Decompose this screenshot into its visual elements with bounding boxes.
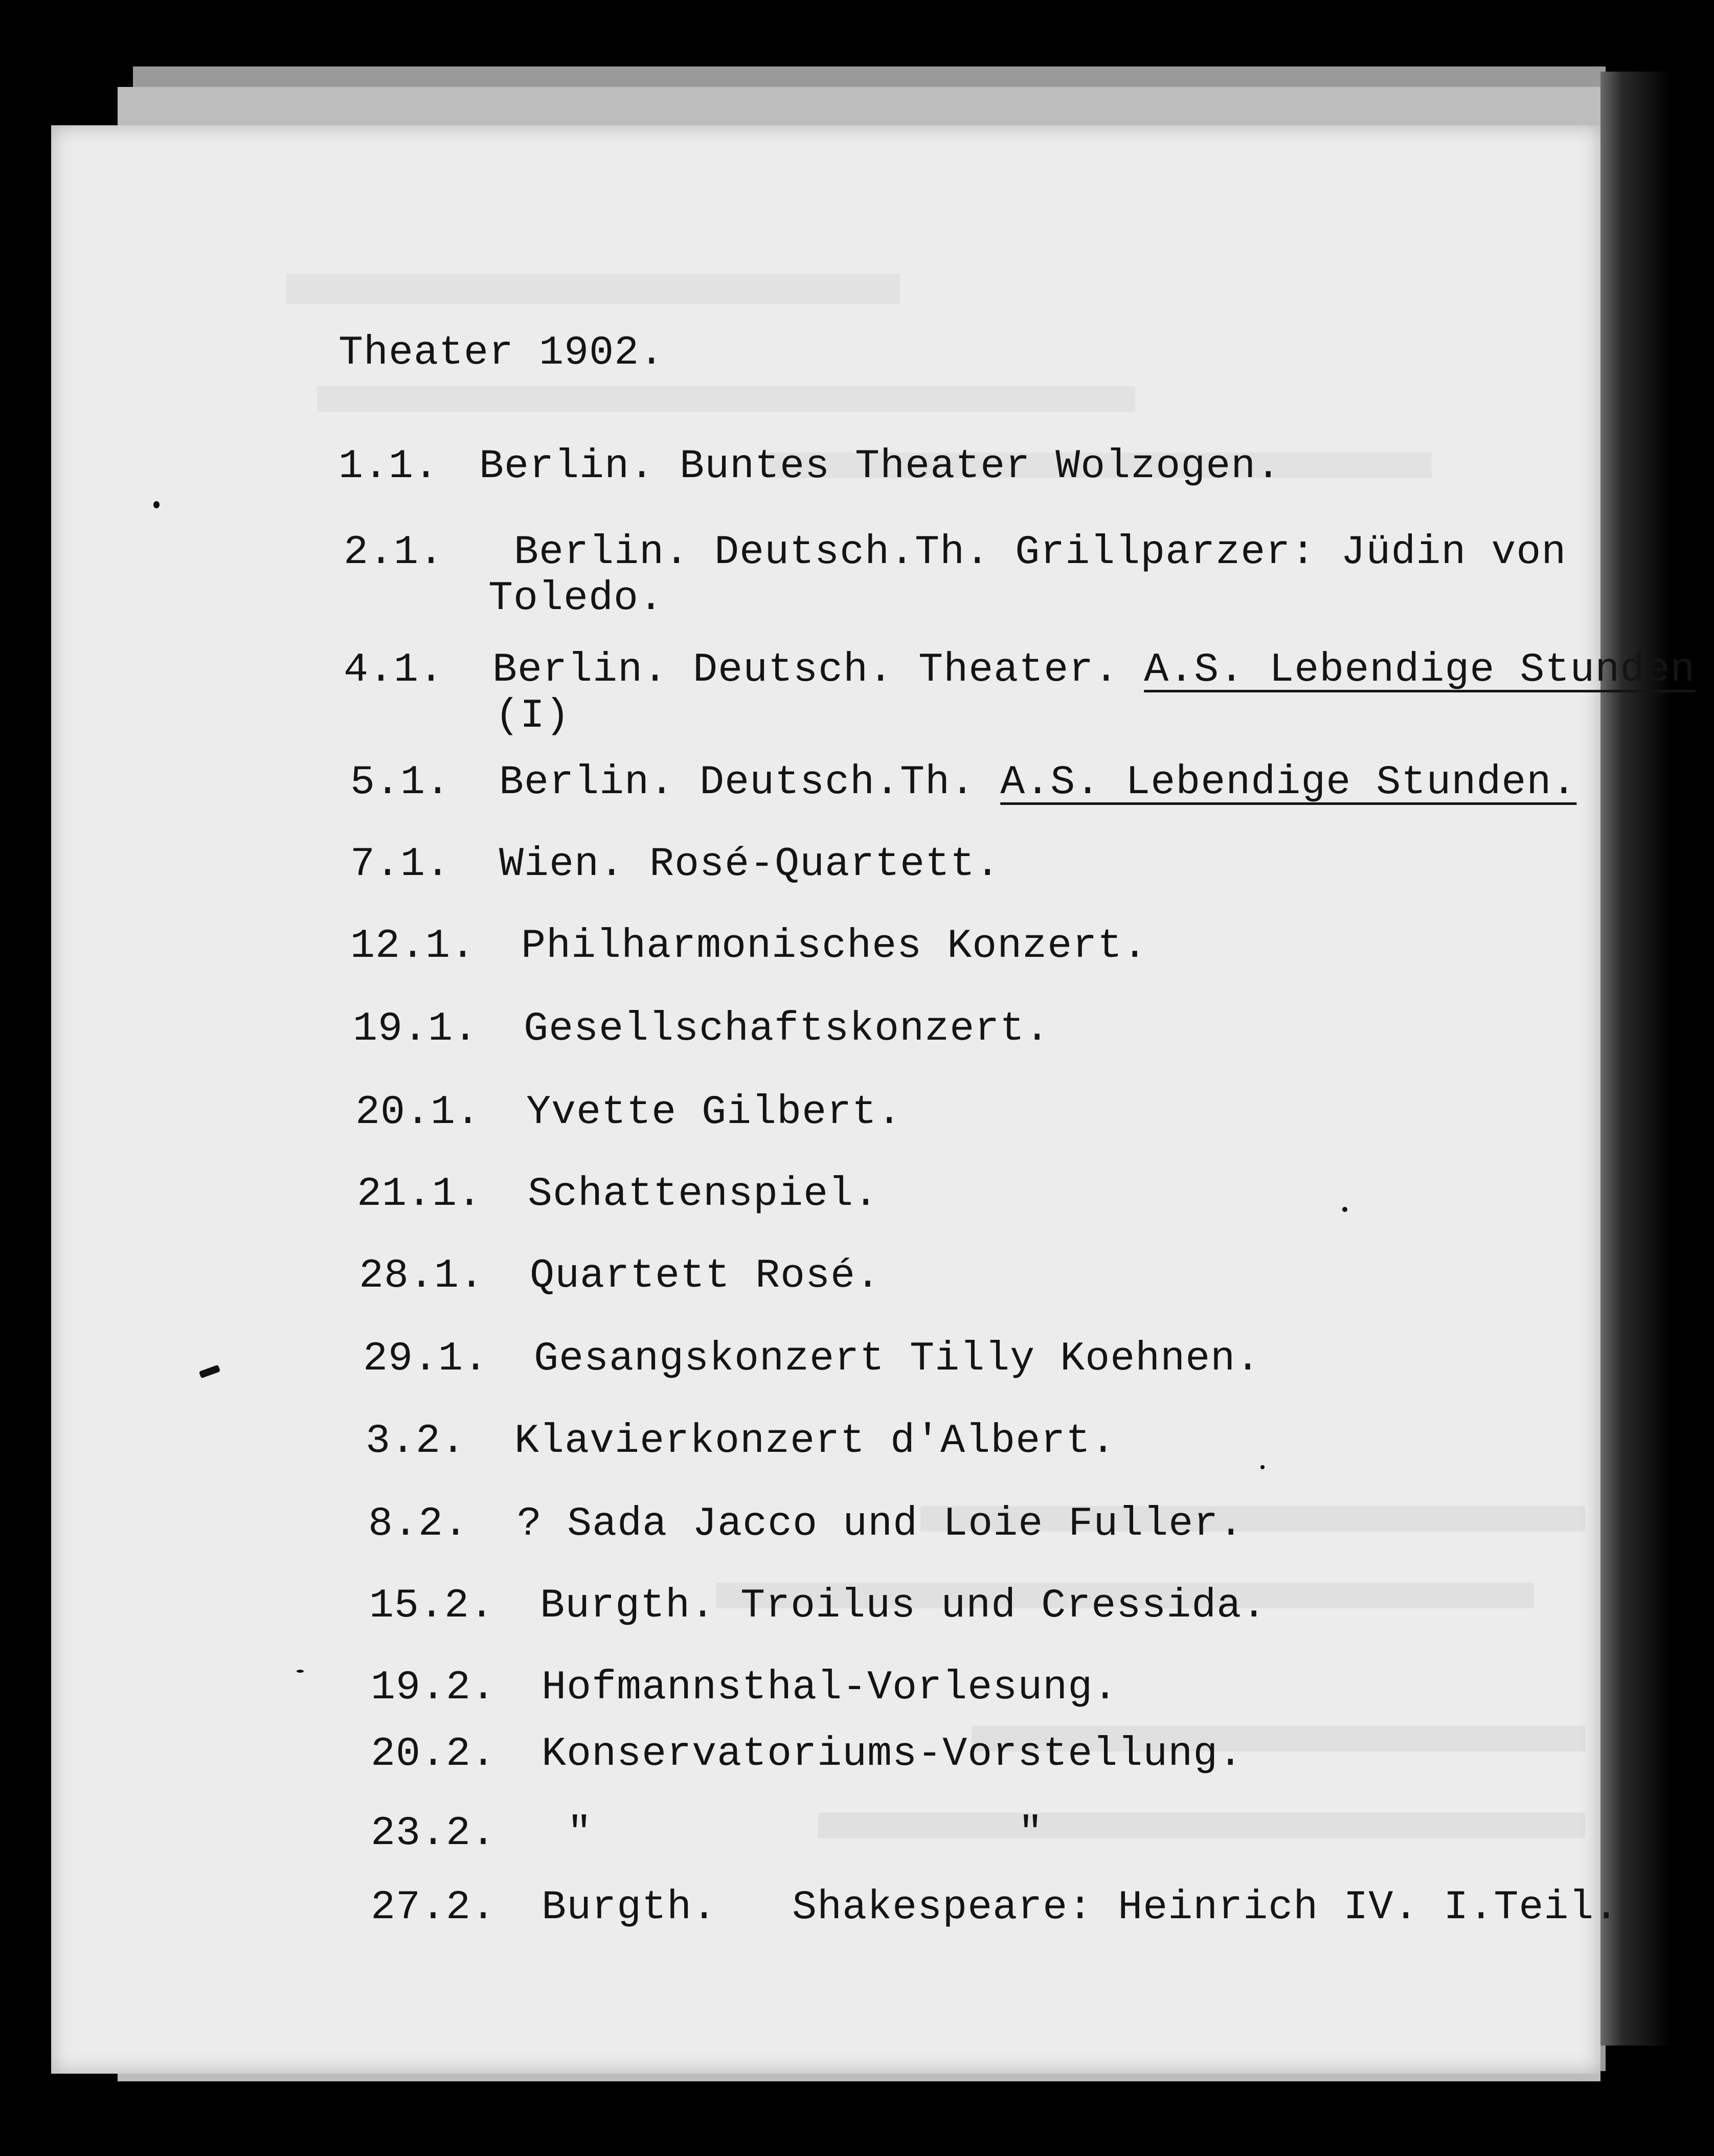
entry-row xyxy=(371,1884,1619,1931)
entry-text-continued: Toledo. xyxy=(488,575,664,622)
entry-text: Konservatoriums-Vorstellung. xyxy=(542,1731,1244,1778)
entry-text: Berlin. Buntes Theater Wolzogen. xyxy=(479,443,1281,490)
entry-date: 27.2. xyxy=(371,1884,497,1931)
entry-text: Schattenspiel. xyxy=(528,1171,879,1218)
entry-text: Burgth. Troilus und Cressida. xyxy=(540,1583,1267,1629)
entry-text: Burgth. Shakespeare: Heinrich IV. I.Teil. xyxy=(542,1884,1619,1931)
entry-row xyxy=(371,1665,1118,1711)
entry-text: " " xyxy=(567,1810,1044,1857)
entry-row xyxy=(368,1501,1244,1547)
entry-text-underlined: A.S. Lebendige Stunden. xyxy=(1000,759,1577,806)
entry-text: Yvette Gilbert. xyxy=(526,1089,903,1136)
entry-text: Gesangskonzert Tilly Koehnen. xyxy=(534,1336,1261,1382)
entry-date: 5.1. xyxy=(350,759,451,806)
entry-text: Berlin. Deutsch. Theater. xyxy=(492,647,1144,693)
document-title: Theater 1902. xyxy=(339,330,665,376)
entry-date: 19.2. xyxy=(371,1665,497,1711)
entry-date: 7.1. xyxy=(350,841,451,888)
entry-text: Wien. Rosé-Quartett. xyxy=(499,841,1001,888)
entry-date: 21.1. xyxy=(357,1171,483,1218)
entry-row xyxy=(355,1089,902,1136)
entry-text: Quartett Rosé. xyxy=(530,1253,881,1299)
entry-row xyxy=(353,1006,1050,1052)
entry-row xyxy=(350,759,1576,806)
page-stack-edge xyxy=(1600,72,1672,2046)
entry-text: Hofmannsthal-Vorlesung. xyxy=(542,1665,1118,1711)
entry-row xyxy=(350,923,1147,970)
entry-row xyxy=(344,529,1566,576)
bleed-through-mark xyxy=(317,386,1135,412)
entry-date: 2.1. xyxy=(344,529,444,576)
scan-speck xyxy=(297,1670,304,1673)
scan-speck xyxy=(199,1365,220,1379)
entry-date: 20.2. xyxy=(371,1731,497,1778)
entry-text: Philharmonisches Konzert. xyxy=(521,923,1148,970)
scan-speck xyxy=(1260,1465,1265,1469)
entry-date: 15.2. xyxy=(369,1583,495,1629)
entry-date: 8.2. xyxy=(368,1501,469,1547)
entry-text-continued: (I) xyxy=(495,693,571,739)
entry-text: Berlin. Deutsch.Th. xyxy=(499,759,1001,806)
entry-row xyxy=(366,1418,1116,1465)
entry-text: Klavierkonzert d'Albert. xyxy=(514,1418,1116,1465)
entry-row xyxy=(363,1336,1260,1382)
entry-date: 20.1. xyxy=(355,1089,481,1136)
entry-date: 3.2. xyxy=(366,1418,466,1465)
typed-page xyxy=(51,125,1696,2074)
scan-speck xyxy=(153,501,160,508)
entry-text-underlined: A.S. Lebendige Stunden xyxy=(1144,647,1696,693)
entry-row xyxy=(344,647,1695,693)
entry-text: Berlin. Deutsch.Th. Grillparzer: Jüdin von xyxy=(514,529,1567,576)
entry-row xyxy=(359,1253,881,1299)
entry-row xyxy=(357,1171,878,1218)
entry-date: 12.1. xyxy=(350,923,476,970)
entry-date: 4.1. xyxy=(344,647,444,693)
entry-date: 23.2. xyxy=(371,1810,497,1857)
entry-date: 28.1. xyxy=(359,1253,485,1299)
entry-date: 19.1. xyxy=(353,1006,479,1052)
entry-row xyxy=(371,1810,1043,1857)
entry-row xyxy=(339,443,1281,490)
entry-date: 1.1. xyxy=(339,443,439,490)
entry-text: Gesellschaftskonzert. xyxy=(524,1006,1050,1052)
entry-date: 29.1. xyxy=(363,1336,489,1382)
entry-text: ? Sada Jacco und Loie Fuller. xyxy=(517,1501,1244,1547)
entry-row xyxy=(371,1731,1243,1778)
scan-speck xyxy=(1342,1207,1347,1212)
bleed-through-mark xyxy=(286,274,900,304)
entry-row xyxy=(369,1583,1267,1629)
entry-row xyxy=(350,841,1000,888)
